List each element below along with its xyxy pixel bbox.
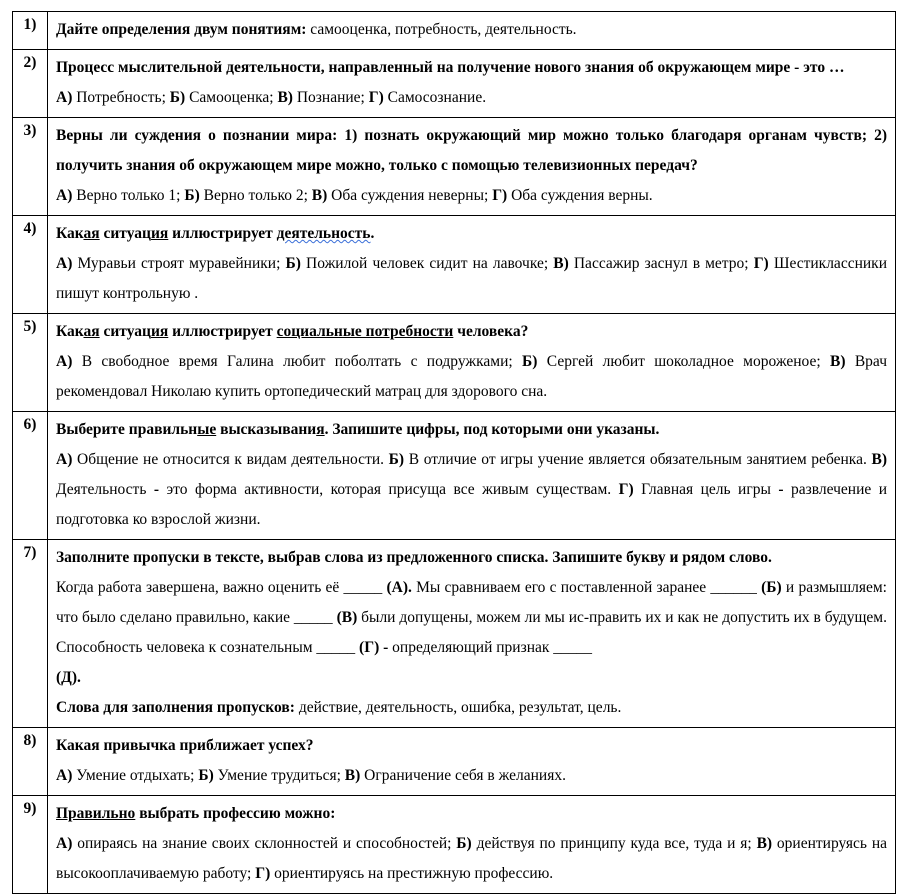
option-text: Верно только 2; <box>199 187 312 204</box>
question-body <box>48 796 896 894</box>
title-part-underlined: ия <box>150 225 169 242</box>
question-number: 6) <box>13 412 48 540</box>
option-dash: - <box>153 481 160 498</box>
question-body <box>48 216 896 314</box>
gap-marker: (Д). <box>56 669 81 686</box>
question-title <box>56 799 887 829</box>
option-text: Деятельность <box>56 481 154 498</box>
option-letter: В) <box>830 353 846 370</box>
fill-in-text <box>56 573 887 693</box>
question-number: 9) <box>13 796 48 894</box>
option-text: Верно только 1; <box>72 187 185 204</box>
word-bank <box>56 693 887 723</box>
option-text: Сергей любит шоколадное мороженое; <box>537 353 830 370</box>
option-letter: Б) <box>285 255 301 272</box>
option-text: это форма активности, которая присуща все живым существам. <box>159 481 619 498</box>
option-letter: А) <box>56 835 73 852</box>
option-letter: А) <box>56 255 73 272</box>
option-text: Самооценка; <box>185 89 278 106</box>
question-row <box>13 728 896 796</box>
option-letter: А) <box>56 767 73 784</box>
question-title <box>56 317 887 347</box>
option-text: Общение не относится к видам деятельности. <box>72 451 389 468</box>
answer-options <box>56 445 887 535</box>
title-part: . <box>370 225 375 242</box>
question-title: Какая привычка приближает успех? <box>56 737 314 754</box>
question-row <box>13 118 896 216</box>
option-text: Главная цель игры <box>633 481 779 498</box>
option-text: ориентируясь на высокооплачиваемую работу; <box>56 835 887 882</box>
title-part-underlined: я <box>316 421 325 438</box>
title-part: иллюстрирует <box>168 323 277 340</box>
passage-text: были допущены, можем ли мы ис-править их и как не допустить их в будущем. Способность человека к сознательным _____ <box>56 609 887 656</box>
option-text: действуя по принципу куда все, туда и я; <box>471 835 757 852</box>
passage-text: Когда работа завершена, важно оценить её _____ <box>56 579 387 596</box>
option-letter: В) <box>277 89 293 106</box>
option-letter: Б) <box>456 835 472 852</box>
title-part-underlined: ия <box>150 323 169 340</box>
answer-options <box>56 83 887 113</box>
question-number: 8) <box>13 728 48 796</box>
question-body <box>48 412 896 540</box>
option-letter: А) <box>56 353 73 370</box>
question-number: 4) <box>13 216 48 314</box>
question-row <box>13 50 896 118</box>
title-part-underlined: ая <box>83 225 100 242</box>
title-part-underlined: социальные потребности <box>276 323 454 340</box>
question-body <box>48 728 896 796</box>
answer-options <box>56 347 887 407</box>
option-letter: В) <box>756 835 773 852</box>
option-letter: Б) <box>522 353 538 370</box>
option-letter: Б) <box>184 187 200 204</box>
question-title <box>56 415 887 445</box>
option-letter: Г) <box>368 89 384 106</box>
answer-options <box>56 829 887 889</box>
question-number: 7) <box>13 540 48 728</box>
question-title: Заполните пропуски в тексте, выбрав слова из предложенного списка. Запишите букву и рядом слово. <box>56 549 772 566</box>
title-part: человека? <box>453 323 529 340</box>
answer-options <box>56 181 887 211</box>
option-text: Муравьи строят муравейники; <box>72 255 286 272</box>
option-letter: А) <box>56 89 73 106</box>
question-number: 1) <box>13 12 48 50</box>
option-text: Потребность; <box>72 89 170 106</box>
question-text <box>56 15 887 45</box>
option-letter: Г) <box>618 481 634 498</box>
option-text: В свободное время Галина любит поболтать с подружками; <box>72 353 523 370</box>
option-text: Пассажир заснул в метро; <box>568 255 754 272</box>
question-body <box>48 50 896 118</box>
option-letter: Г) <box>492 187 508 204</box>
gap-marker: (Г) - <box>359 639 389 656</box>
question-row <box>13 540 896 728</box>
title-part-underlined: ые <box>197 421 217 438</box>
title-part: ситуац <box>99 225 151 242</box>
question-number: 2) <box>13 50 48 118</box>
option-text: Ограничение себя в желаниях. <box>360 767 566 784</box>
title-part: высказывани <box>216 421 317 438</box>
option-text: Врач рекомендовал Николаю купить ортопедический матрац для здорового сна. <box>56 353 887 400</box>
option-letter: Б) <box>169 89 186 106</box>
passage-text: и размышляем: что было сделано правильно, какие _____ <box>56 579 887 626</box>
title-part-underlined: деятельность <box>276 225 371 242</box>
option-dash: - <box>778 481 784 498</box>
gap-marker: (Б) <box>761 579 782 596</box>
option-text: Умение трудиться; <box>213 767 345 784</box>
gap-marker: (В) <box>336 609 358 626</box>
question-body <box>48 118 896 216</box>
title-part: . Запишите цифры, под которыми они указаны. <box>324 421 660 438</box>
question-body <box>48 540 896 728</box>
option-letter: Б) <box>388 451 405 468</box>
option-text: Познание; <box>292 89 369 106</box>
word-bank-words: действие, деятельность, ошибка, результат, цель. <box>294 699 622 716</box>
option-letter: В) <box>553 255 569 272</box>
option-text: Оба суждения верны. <box>507 187 653 204</box>
option-letter: А) <box>56 451 73 468</box>
quiz-table <box>12 11 896 894</box>
question-number: 3) <box>13 118 48 216</box>
passage-text: определяющий признак _____ <box>388 639 593 656</box>
answer-options <box>56 761 887 791</box>
question-row <box>13 216 896 314</box>
passage-text: Мы сравниваем его с поставленной заранее ______ <box>411 579 762 596</box>
question-row <box>13 412 896 540</box>
word-bank-label: Слова для заполнения пропусков: <box>56 699 295 716</box>
question-body <box>48 314 896 412</box>
title-part: Выберите правильн <box>56 421 198 438</box>
option-text: ориентируясь на престижную профессию. <box>270 865 554 882</box>
option-letter: Г) <box>753 255 769 272</box>
option-letter: В) <box>871 451 887 468</box>
question-row <box>13 314 896 412</box>
question-body <box>48 12 896 50</box>
question-title <box>56 219 887 249</box>
title-part: иллюстрирует <box>168 225 277 242</box>
option-text: Умение отдыхать; <box>72 767 199 784</box>
option-letter: А) <box>56 187 73 204</box>
option-letter: Г) <box>255 865 271 882</box>
title-part-underlined: ая <box>83 323 100 340</box>
gap-marker: (А). <box>386 579 412 596</box>
question-title: Процесс мыслительной деятельности, направленный на получение нового знания об окружающем мире - это … <box>56 59 845 76</box>
question-number: 5) <box>13 314 48 412</box>
question-title: Верны ли суждения о познании мира: 1) познать окружающий мир можно только благодаря органам чувств; 2) получить знания об окружающем мире можно, только с помощью телевизионных передач? <box>56 127 887 174</box>
option-letter: В) <box>311 187 328 204</box>
question-terms: самооценка, потребность, деятельность. <box>306 21 577 38</box>
option-text: Пожилой человек сидит на лавочке; <box>300 255 554 272</box>
title-part: Как <box>56 323 84 340</box>
answer-options <box>56 249 887 309</box>
option-text: В отличие от игры учение является обязательным занятием ребенка. <box>404 451 872 468</box>
option-text: Оба суждения неверны; <box>327 187 493 204</box>
question-title: Дайте определения двум понятиям: <box>56 21 307 38</box>
option-letter: В) <box>344 767 361 784</box>
title-part: выбрать профессию можно: <box>135 805 336 822</box>
option-text: Самосознание. <box>383 89 487 106</box>
option-text: развлечение и подготовка ко взрослой жизни. <box>56 481 888 528</box>
title-part-underlined: Правильно <box>56 805 136 822</box>
option-text: Шестиклассники пишут контрольную . <box>56 255 887 302</box>
question-row <box>13 796 896 894</box>
option-letter: Б) <box>198 767 214 784</box>
title-part: ситуац <box>99 323 151 340</box>
title-part: Как <box>56 225 84 242</box>
option-text: опираясь на знание своих склонностей и способностей; <box>72 835 457 852</box>
question-row <box>13 12 896 50</box>
